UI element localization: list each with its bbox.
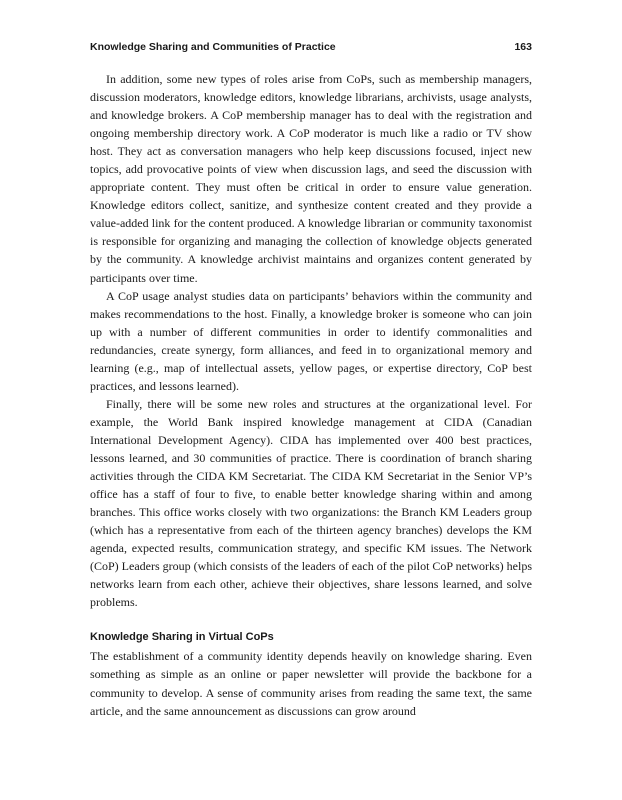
paragraph-roles: In addition, some new types of roles arise from CoPs, such as membership managers, discussion moderators, knowledge editors, knowledge librarians, archivists, usage analysts, and knowledge brokers. A CoP membership manager has to deal with the registration and ongoing membership directory work. A CoP moderator is much like a radio or TV show host. They act as conversation managers who help keep discussions focused, inject new topics, add provocative points of view when discussion lags, and seed the discussion with appropriate content. They must often be critical in order to ensure value generation. Knowledge editors collect, sanitize, and synthesize content created and they provide a value-added link for the content produced. A knowledge librarian or community taxonomist is responsible for organizing and managing the collection of knowledge objects generated by the community. A knowledge archivist maintains and organizes content generated by participants over time.: [90, 72, 532, 285]
running-head: [90, 41, 532, 57]
paragraph-organizational-level: Finally, there will be some new roles and structures at the organizational level. For example, the World Bank inspired knowledge management at CIDA (Canadian International Development Agency). CIDA has implemented over 400 best practices, lessons learned, and 30 communities of practice. There is coordination of branch sharing activities through the CIDA KM Secretariat. The CIDA KM Secretariat in the Senior VP’s office has a staff of four to five, to enable better knowledge sharing within and among branches. This office works closely with two organizations: the Branch KM Leaders group (which has a representative from each of the thirteen agency branches) develops the KM agenda, expected results, communication strategy, and specific KM issues. The Network (CoP) Leaders group (which consists of the leaders of each of the pilot CoP networks) helps networks learn from each other, achieve their objectives, share lessons learned, and solve problems.: [90, 396, 532, 610]
paragraph-usage-analyst: A CoP usage analyst studies data on participants’ behaviors within the community and makes recommendations to the host. Finally, a knowledge broker is someone who can join up with a number of different communities in order to identify commonalities and redundancies, create synergy, form alliances, and feed in to organizational memory and learning (e.g., map of intellectual assets, yellow pages, or expertise directory, CoP best practices, and lessons learned).: [90, 288, 532, 393]
paragraph-community-identity: The establishment of a community identity depends heavily on knowledge sharing. Even something as simple as an online or paper newsletter will provide the backbone for a community to develop. A sense of community arises from reading the same text, the same article, and the same announcement as discussions can grow around: [90, 649, 532, 718]
section-heading: Knowledge Sharing in Virtual CoPs: [90, 631, 274, 644]
running-title: Knowledge Sharing and Communities of Practice: [90, 41, 336, 53]
body-text: [90, 70, 532, 720]
page-number: 163: [514, 41, 532, 53]
